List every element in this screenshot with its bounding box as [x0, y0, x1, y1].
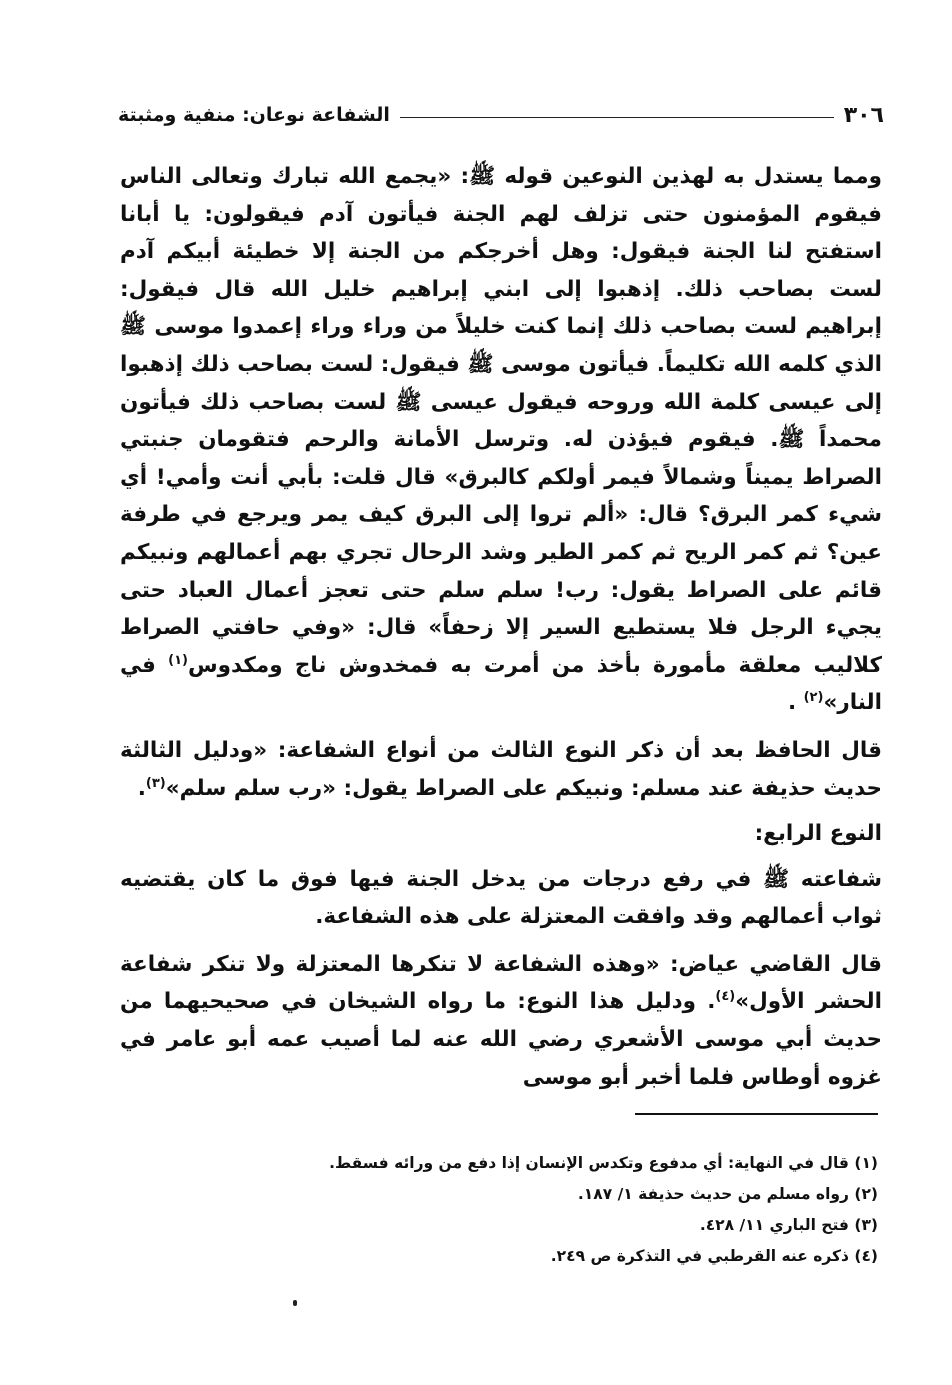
paragraph-fourth-type: شفاعته ﷺ في رفع درجات من يدخل الجنة فيها فوق ما كان يقتضيه ثواب أعمالهم وقد وافقت المعتزلة على هذه الشفاعة.	[120, 866, 882, 930]
qadi-text: قال القاضي عياض: «وهذه الشفاعة لا تنكرها المعتزلة ولا تنكر شفاعة الحشر الأول»	[120, 951, 882, 1015]
footnotes	[330, 1148, 878, 1272]
section-heading: النوع الرابع:	[754, 821, 882, 847]
running-title: الشفاعة نوعان: منفية ومثبتة	[118, 104, 390, 126]
hadith-text: ومما يستدل به لهذين النوعين قوله ﷺ: «يجمع الله تبارك وتعالى الناس فيقوم المؤمنون حتى تزلف لهم الجنة فيأتون آدم فيقولون: يا أبانا استفتح لنا الجنة فيقول: وهل أخرجكم من الجنة إلا خطيئة أبيكم آدم لست بصاحب ذلك. إذهبوا إلى ابني إبراهيم خليل الله قال فيقول: إبراهيم لست بصاحب ذلك إنما كنت خليلاً من وراء وراء إعمدوا موسى ﷺ الذي كلمه الله تكليماً. فيأتون موسى ﷺ فيقول: لست بصاحب ذلك إذهبوا إلى عيسى كلمة الله وروحه فيقول عيسى ﷺ لست بصاحب ذلك فيأتون محمداً ﷺ. فيقوم فيؤذن له. وترسل الأمانة والرحم فتقومان جنبتي الصراط يميناً وشمالاً فيمر أولكم كالبرق» قال قلت: بأبي أنت وأمي! أي شيء كمر البرق؟ قال: «ألم تروا إلى البرق كيف يمر ويرجع في طرفة عين؟ ثم كمر الريح ثم كمر الطير وشد الرحال تجري بهم أعمالهم ونبيكم قائم على الصراط يقول: رب! سلم سلم حتى تعجز أعمال العباد حتى يجيء الرجل فلا يستطيع السير إلا زحفاً» قال: «وفي حافتي الصراط كلاليب معلقة مأمورة بأخذ من أمرت به فمخدوش ناج ومكدوس	[120, 164, 882, 678]
hafiz-text: قال الحافظ بعد أن ذكر النوع الثالث من أنواع الشفاعة: «ودليل الثالثة حديث حذيفة عند مسلم: ونبيكم على الصراط يقول: «رب سلم سلم»	[120, 737, 882, 801]
footnote-separator	[635, 1113, 878, 1115]
hafiz-end: .	[137, 775, 146, 801]
header-rule	[400, 117, 834, 118]
footnote-ref-3: (٣)	[145, 775, 166, 791]
paragraph-qadi-iyad	[120, 946, 882, 1096]
footnote-ref-2: (٢)	[803, 690, 824, 706]
footnote-2: (٢) رواه مسلم من حديث حذيفة ١/ ١٨٧.	[577, 1185, 878, 1203]
hadith-end: .	[787, 690, 804, 716]
footnote-ref-4: (٤)	[715, 989, 736, 1005]
paragraph-hadith	[120, 158, 882, 722]
footnote-3: (٣) فتح الباري ١١/ ٤٢٨.	[699, 1216, 878, 1234]
ink-speck	[293, 1300, 297, 1306]
running-header	[118, 98, 884, 132]
footnote-4: (٤) ذكره عنه القرطبي في التذكرة ص ٢٤٩.	[550, 1247, 878, 1265]
footnote-1: (١) قال في النهاية: أي مدفوع وتكدس الإنسان إذا دفع من ورائه فسقط.	[329, 1154, 878, 1172]
main-text	[120, 158, 882, 1096]
qadi-rest: . ودليل هذا النوع: ما رواه الشيخان في صحيحيهما من حديث أبي موسى الأشعري رضي الله عنه لما أصيب عمه أبو عامر في غزوه أوطاس فلما أخبر أبو موسى	[120, 989, 882, 1090]
hadith-tail: في النار»	[120, 652, 882, 716]
footnote-ref-1: (١)	[168, 652, 188, 668]
page-number: ٣٠٦	[843, 102, 884, 128]
paragraph-hafiz	[120, 732, 882, 807]
